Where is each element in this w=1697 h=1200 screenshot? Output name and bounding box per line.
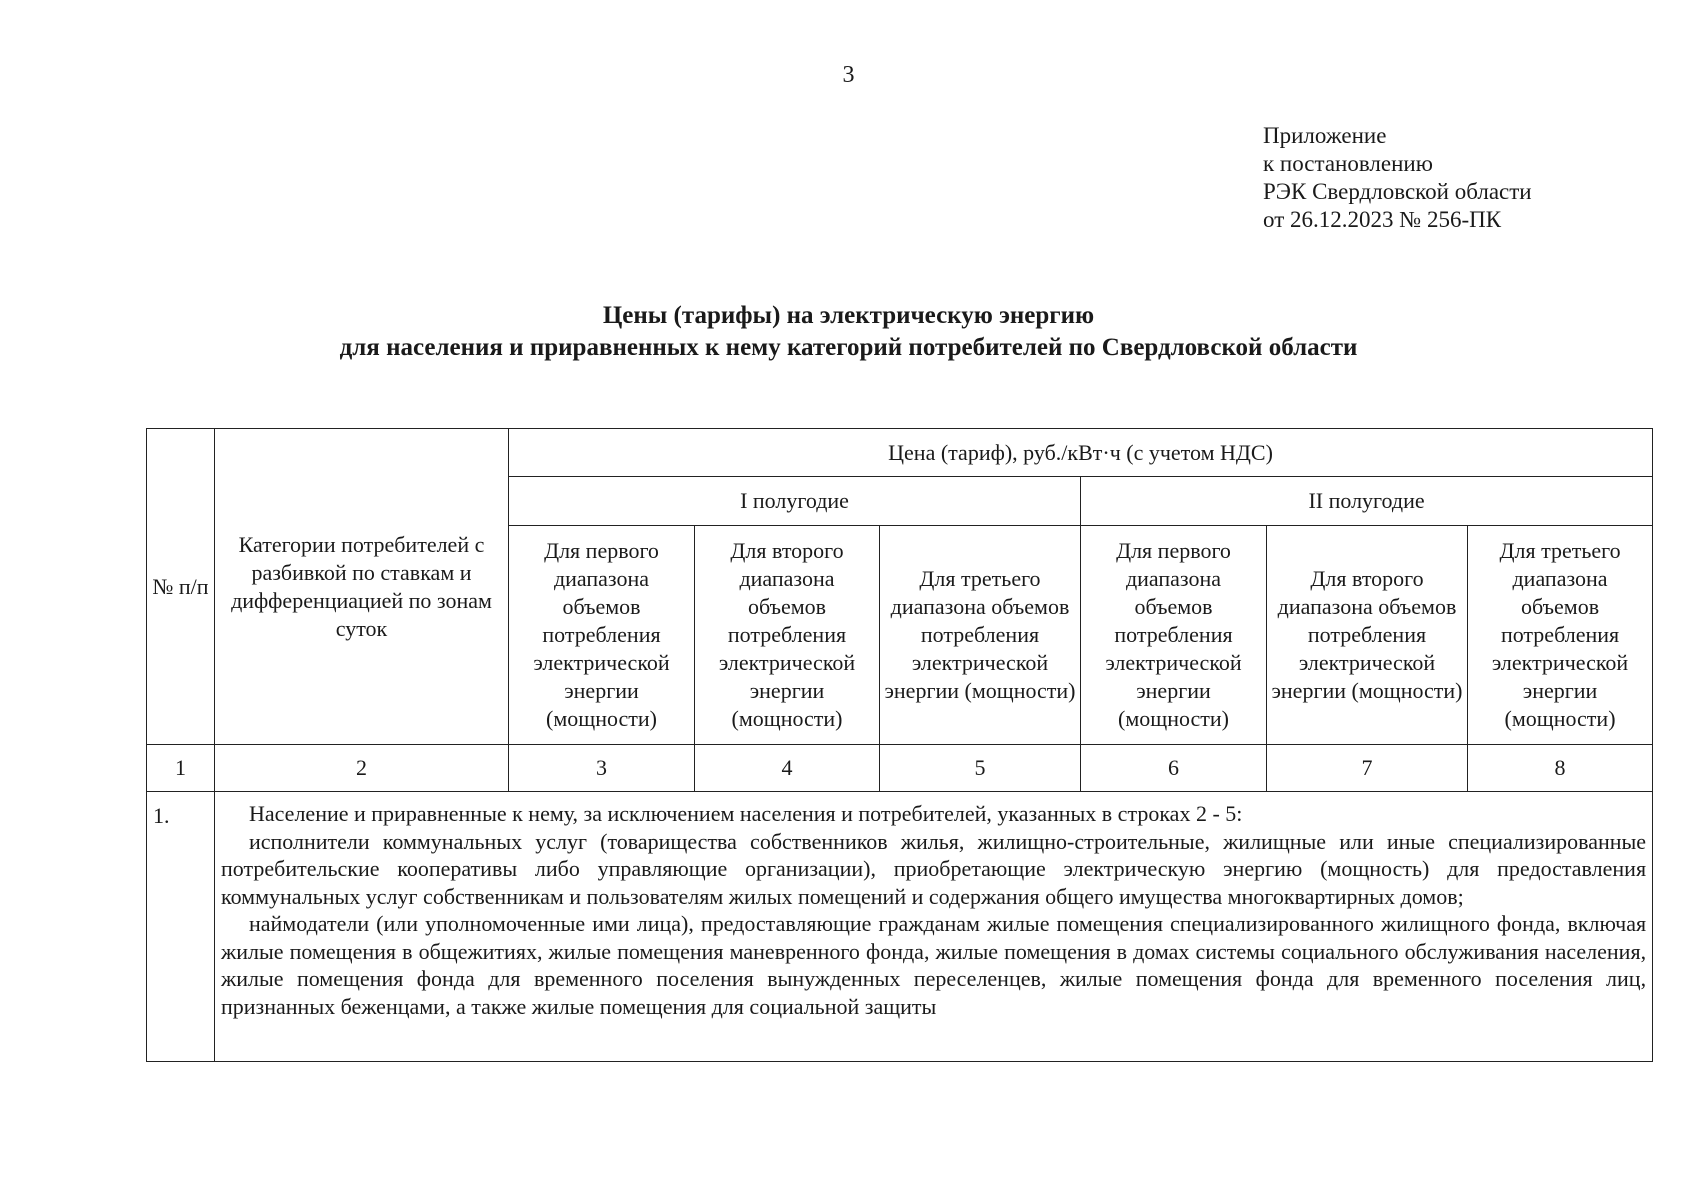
row-paragraph: наймодатели (или уполномоченные ими лица), предоставляющие гражданам жилые помещения специализированного жилищного фонда, включая жилые помещения в общежитиях, жилые помещения маневренного фонда, жилые помещения в домах системы социального обслуживания населения, жилые помещения фонда для временного поселения вынужденных переселенцев, жилые помещения фонда для временного поселения лиц, признанных беженцами, а также жилые помещения для социальной защиты [221,911,1647,1019]
appendix-line: РЭК Свердловской области [1263,179,1532,204]
header-range-cell: Для второго диапазона объемов потребления электрической энергии (мощности) [1267,526,1468,745]
header-range-cell: Для второго диапазона объемов потребления электрической энергии (мощности) [695,526,880,745]
header-category: Категории потребителей с разбивкой по ставкам и дифференциацией по зонам суток [215,429,509,745]
document-title [0,300,1697,364]
tariff-table [146,428,1653,1062]
header-range-cell: Для первого диапазона объемов потребления электрической энергии (мощности) [1081,526,1267,745]
column-number-cell: 2 [215,745,509,792]
column-number-row [147,745,1653,792]
column-number-cell: 3 [509,745,695,792]
header-range-cell: Для первого диапазона объемов потребления электрической энергии (мощности) [509,526,695,745]
table-row [147,792,1653,1062]
column-number-cell: 1 [147,745,215,792]
page-number: 3 [842,62,855,88]
column-number-cell: 5 [880,745,1081,792]
appendix-block [1263,122,1532,234]
header-range-cell: Для третьего диапазона объемов потребления электрической энергии (мощности) [880,526,1081,745]
row-description [215,792,1653,1062]
appendix-line: Приложение [1263,123,1387,148]
header-half-2: II полугодие [1081,477,1653,526]
appendix-line: от 26.12.2023 № 256-ПК [1263,207,1502,232]
header-number: № п/п [147,429,215,745]
title-line-2: для населения и приравненных к нему категорий потребителей по Свердловской области [339,334,1358,361]
header-range-cell: Для третьего диапазона объемов потребления электрической энергии (мощности) [1468,526,1653,745]
row-paragraph: исполнители коммунальных услуг (товарищества собственников жилья, жилищно-строительные, жилищные или иные специализированные потребительские кооперативы либо управляющие организации), приобретающие электрическую энергию (мощность) для предоставления коммунальных услуг собственникам и пользователям жилых помещений и содержания общего имущества многоквартирных домов; [221,828,1647,909]
appendix-line: к постановлению [1263,151,1433,176]
column-number-cell: 4 [695,745,880,792]
row-number: 1. [147,792,215,1062]
column-number-cell: 8 [1468,745,1653,792]
row-paragraph: Население и приравненные к нему, за исключением населения и потребителей, указанных в строках 2 - 5: [249,801,1243,826]
title-line-1: Цены (тарифы) на электрическую энергию [602,302,1095,329]
header-price: Цена (тариф), руб./кВт·ч (с учетом НДС) [509,429,1653,477]
column-number-cell: 6 [1081,745,1267,792]
column-number-cell: 7 [1267,745,1468,792]
header-half-1: I полугодие [509,477,1081,526]
